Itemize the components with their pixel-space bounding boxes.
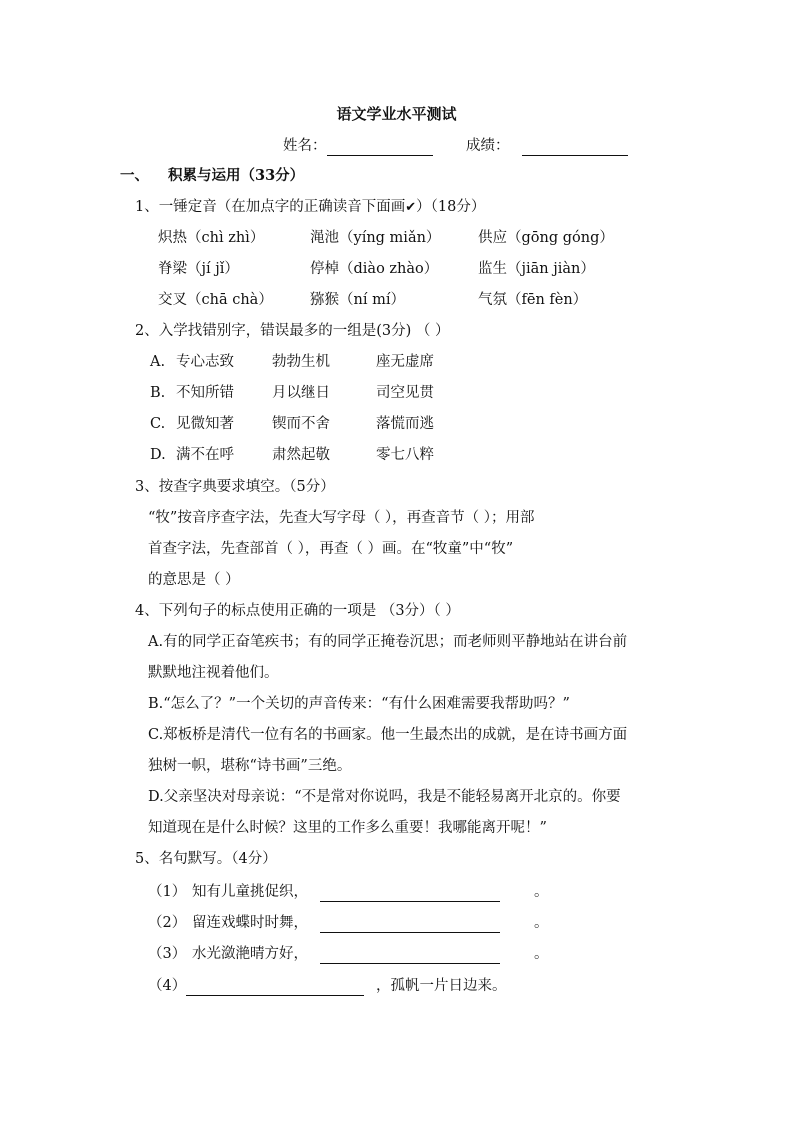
q4-line: 知道现在是什么时候？这里的工作多么重要！我哪能离开呢！” [148, 820, 547, 836]
q1-item: 渑池（yíng miǎn） [310, 230, 441, 246]
q3-line: “牧”按音序查字法，先查大写字母（ ），再查音节（ ）；用部 [148, 510, 535, 526]
q1-item: 监生（jiān jiàn） [478, 261, 595, 277]
q5-answer-blank[interactable] [186, 976, 364, 996]
q5-item-text: 留连戏蝶时时舞， [192, 915, 308, 931]
q1-stem-text: 1、一锤定音（在加点字的正确读音下面画 [135, 199, 406, 215]
q5-item-number: （2） [148, 915, 187, 931]
q2-option-word: 座无虚席 [376, 354, 434, 370]
q2-option-word: 月以继日 [272, 385, 330, 401]
q2-option-word: 锲而不舍 [272, 416, 330, 432]
q4-line: 默默地注视着他们。 [148, 665, 279, 681]
q2-option-letter: D. [150, 447, 166, 463]
score-label: 成绩： [466, 138, 510, 154]
q2-option-word: 司空见贯 [376, 385, 434, 401]
q1-stem [135, 197, 485, 218]
q4-line: C.郑板桥是清代一位有名的书画家。他一生最杰出的成就，是在诗书画方面 [148, 727, 628, 743]
q5-item-number: （1） [148, 884, 187, 900]
q5-item-end: 。 [534, 884, 549, 900]
q2-option-word: 勃勃生机 [272, 354, 330, 370]
q1-item: 气氛（fēn fèn） [478, 292, 588, 308]
page-title: 语文学业水平测试 [336, 105, 457, 123]
name-blank[interactable] [327, 139, 433, 156]
name-field-row [283, 136, 433, 156]
q2-option-word: 专心志致 [176, 354, 234, 370]
q5-item-text: ，孤帆一片日边来。 [376, 978, 507, 994]
score-field-row [466, 136, 628, 156]
q1-item: 炽热（chì zhì） [158, 230, 265, 246]
checkmark-icon: ✔ [405, 200, 417, 215]
q2-option-letter: A. [150, 354, 166, 370]
q5-item-end: 。 [534, 915, 549, 931]
score-blank[interactable] [522, 139, 628, 156]
q2-option-word: 不知所错 [176, 385, 234, 401]
q1-stem-end: ）（18分） [416, 199, 486, 215]
q2-stem: 2、入学找错别字，错误最多的一组是(3分) （ ） [135, 323, 450, 339]
q1-item: 脊梁（jí jǐ） [158, 261, 239, 277]
q5-stem: 5、名句默写。（4分） [135, 851, 277, 867]
name-label: 姓名： [283, 138, 327, 154]
q3-line: 首查字法，先查部首（ ），再查（ ）画。在“牧童”中“牧” [148, 541, 514, 557]
q4-stem: 4、下列句子的标点使用正确的一项是 （3分）（ ） [135, 603, 460, 619]
q5-item-number: （4） [148, 978, 187, 994]
q4-line: D.父亲坚决对母亲说：“不是常对你说吗，我是不能轻易离开北京的。你要 [148, 789, 621, 805]
q1-item: 供应（gōng góng） [478, 230, 614, 246]
q2-option-word: 落慌而逃 [376, 416, 434, 432]
q1-item: 猕猴（ní mí） [310, 292, 405, 308]
q5-answer-blank[interactable] [320, 913, 500, 933]
section-number: 一、 [120, 167, 149, 184]
q4-line: B.“怎么了？”一个关切的声音传来：“有什么困难需要我帮助吗？” [148, 696, 570, 712]
q5-item-number: （3） [148, 946, 187, 962]
q2-option-word: 肃然起敬 [272, 447, 330, 463]
q4-line: 独树一帜，堪称“诗书画”三绝。 [148, 758, 352, 774]
q3-line: 的意思是（ ） [148, 572, 240, 588]
section-title: 积累与运用（33分） [168, 167, 305, 184]
q2-option-word: 见微知著 [176, 416, 234, 432]
q5-item-text: 知有儿童挑促织， [192, 884, 308, 900]
q3-stem: 3、按查字典要求填空。（5分） [135, 479, 335, 495]
q5-answer-blank[interactable] [320, 882, 500, 902]
q2-option-letter: B. [150, 385, 166, 401]
q5-item-end: 。 [534, 946, 549, 962]
q4-line: A.有的同学正奋笔疾书；有的同学正掩卷沉思；而老师则平静地站在讲台前 [148, 634, 628, 650]
q1-item: 交叉（chā chà） [158, 292, 273, 308]
q2-option-word: 零七八粹 [376, 447, 434, 463]
q5-answer-blank[interactable] [320, 944, 500, 964]
q5-item-text: 水光潋滟晴方好， [192, 946, 308, 962]
q1-item: 停棹（diào zhào） [310, 261, 439, 277]
q2-option-letter: C. [150, 416, 166, 432]
q2-option-word: 满不在呼 [176, 447, 234, 463]
